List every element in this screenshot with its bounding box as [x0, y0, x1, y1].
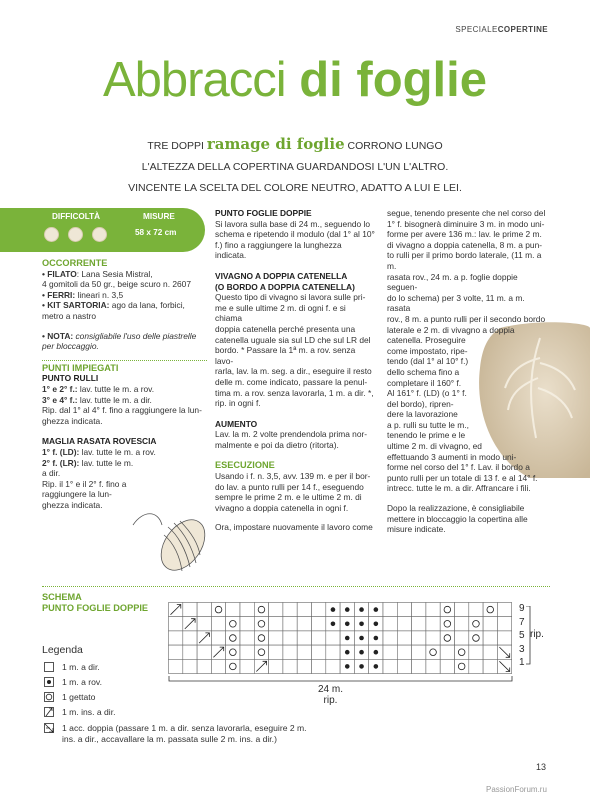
row-number: 7 [519, 616, 525, 628]
chart-cell [283, 645, 297, 659]
chart-cell [183, 631, 197, 645]
chart-cell [426, 617, 440, 631]
chart-cell [312, 659, 326, 673]
chart-cell [383, 659, 397, 673]
middle-column: PUNTO FOGLIE DOPPIE Si lavora sulla base di 24 m., seguendo lo schema e ripetendo il modulo (dal 1° al 10° f.) fino a raggiungere la lunghezza indicata. VIVAGNO A DOPPIA CATENELLA (O BORDO A DOPPIA CATENELLA) Questo tipo di vivagno si lavora sulle pri- me e sulle ultime 2 m. di ogni f. e si chiama doppia catenella perché presenta una catenella uguale sia sul LD che sul LR del bordo. * Passare la 1ª m. a rov. senza lavo- rarla, lav. la m. seg. a dir., eseguire il resto delle m. come indicato, passare la penul- tima m. a rov. senza lavorarla, 1 m. a dir. *, rip. in ogni f. AUMENTO Lav. la m. 2 volte prendendola prima nor- malmente e poi da dietro (ritorta). ESECUZIONE Usando i f. n. 3,5, avv. 139 m. e per il bor- do lav. a punto rulli per 14 f., eseguendo sempre le prime 2 m. e le ultime 2 m. di vivagno a doppia catenella in ogni f. Ora, impostare nuovamente il lavoro come [215, 208, 375, 533]
chart-cell [269, 645, 283, 659]
chart-cell [254, 631, 268, 645]
chart-cell [326, 631, 340, 645]
chart-cell [269, 659, 283, 673]
yarn-skein-illustration [128, 505, 208, 580]
title-part-2: di foglie [299, 53, 488, 107]
purl-symbol [374, 622, 379, 627]
chart-cell [197, 603, 211, 617]
purl-symbol [359, 636, 364, 641]
chart-cell [469, 603, 483, 617]
chart-cell [483, 603, 497, 617]
chart-cell [326, 645, 340, 659]
schema-title: SCHEMA PUNTO FOGLIE DOPPIE [42, 592, 149, 613]
chart-cell [297, 617, 311, 631]
chart-cell [240, 659, 254, 673]
sizes-label: MISURE [143, 212, 175, 221]
purl-symbol [345, 650, 350, 655]
chart-cell [469, 645, 483, 659]
yarn-ball-icon [68, 227, 83, 242]
chart-cell [226, 645, 240, 659]
chart-cell [197, 645, 211, 659]
page-title [0, 52, 590, 108]
chart-cell [226, 603, 240, 617]
foglie-text: Si lavora sulla base di 24 m., seguendo lo schema e ripetendo il modulo (dal 1° al 10° f.) fino a raggiungere la lunghezza indicata. [215, 218, 375, 261]
chart-cell [297, 659, 311, 673]
chart-cell [240, 645, 254, 659]
purl-symbol [331, 607, 336, 612]
difficulty-panel [0, 208, 205, 252]
chart-cell [211, 617, 225, 631]
chart-cell [455, 659, 469, 673]
chart-cell [455, 645, 469, 659]
chart-cell [326, 659, 340, 673]
chart-cell [497, 631, 511, 645]
chart-cell [254, 645, 268, 659]
chart-cell [211, 659, 225, 673]
chart-cell [254, 603, 268, 617]
chart-cell [397, 617, 411, 631]
purl-symbol [345, 607, 350, 612]
chart-cell [455, 631, 469, 645]
chart-cell [197, 617, 211, 631]
purl-symbol [345, 622, 350, 627]
chart-cell [211, 631, 225, 645]
row-number: 1 [519, 657, 525, 668]
chart-cell [426, 645, 440, 659]
right-text-short: come impostato, ripe- tendo (dal 1° al 10° f.) dello schema fino a completare il 160° f. Al 161° f. (LD) (o 1° f. del bordo), ripren- dere la lavorazione a p. rulli su tutte le m., tenendo le prime e le ultime 2 m. di vivagno, ed effettuando 3 aumenti in modo uni- forme nel corso del 1° f. Lav. il bordo a punto rulli per un totale di 13 f. e al 14° f. intrecc. tutte le m. a dir. Affrancare i fili. [387, 345, 538, 494]
row-number: 9 [519, 603, 525, 614]
chart-cell [226, 659, 240, 673]
chart-cell [312, 617, 326, 631]
chart-cell [397, 645, 411, 659]
sizes-value: 58 x 72 cm [135, 228, 177, 237]
chart-cell [226, 617, 240, 631]
chart-cell [169, 659, 183, 673]
chart-cell [283, 617, 297, 631]
right-text-full: segue, tenendo presente che nel corso del 1° f. bisognerà diminuire 3 m. in modo uni- forme per avere 136 m.: lav. le prime 2 m. di vivagno a doppia catenella, 8 m. a pun- to rulli per il primo bordo laterale, (11 m. a m. rasata rov., 24 m. a p. foglie doppie seguen- do lo schema) per 3 volte, 11 m. a m. rasata rov., 8 m. a punto rulli per il secondo bordo laterale e 2 m. di vivagno a doppia catenella. Proseguire [387, 208, 546, 346]
chart-cell [283, 631, 297, 645]
chart-cell [269, 603, 283, 617]
row-number: 3 [519, 643, 525, 655]
section-divider [42, 586, 550, 587]
chart-cell [269, 617, 283, 631]
chart-cell [455, 617, 469, 631]
purl-symbol [345, 664, 350, 669]
left-column: OCCORRENTE • FILATO: Lana Sesia Mistral, 4 gomitoli da 50 gr., beige scuro n. 2607 • FERRI: lineari n. 3,5 • KIT SARTORIA: ago da lana, forbici, metro a nastro • NOTA: consigliabile l'uso delle piastrelle per bloccaggio. PUNTI IMPIEGATI PUNTO RULLI 1° e 2° f.: lav. tutte le m. a rov. 3° e 4° f.: lav. tutte le m. a dir. Rip. dal 1° al 4° f. fino a raggiungere la lun- ghezza indicata. MAGLIA RASATA ROVESCIA 1° f. (LD): lav. tutte le m. a rov. 2° f. (LR): lav. tutte le m. a dir. Rip. il 1° e il 2° f. fino a raggiungere la lun- ghezza indicata. [42, 258, 207, 510]
chart-cell [312, 631, 326, 645]
chart-cell [383, 631, 397, 645]
purl-symbol [374, 664, 379, 669]
chart-cell [483, 659, 497, 673]
purl-symbol [331, 622, 336, 627]
chart-cell [297, 631, 311, 645]
purl-symbol [359, 650, 364, 655]
chart-cell [469, 617, 483, 631]
rip-rows-label: rip. [530, 629, 544, 640]
purl-symbol [374, 607, 379, 612]
yarn-ball-icon [92, 227, 107, 242]
chart-cell [440, 645, 454, 659]
chart-cell [383, 603, 397, 617]
chart-cell [383, 645, 397, 659]
chart-cell [412, 659, 426, 673]
chart-cell [440, 659, 454, 673]
right-column: segue, tenendo presente che nel corso del 1° f. bisognerà diminuire 3 m. in modo uni- forme per avere 136 m.: lav. le prime 2 m. di vivagno a doppia catenella, 8 m. a pun- to rulli per il primo bordo laterale, (11 m. a m. rasata rov., 24 m. a p. foglie doppie seguen- do lo schema) per 3 volte, 11 m. a m. rasata rov., 8 m. a punto rulli per il secondo bordo laterale e 2 m. di vivagno a doppia catenella. Proseguire come impostato, ripe- tendo (dal 1° al 10° f.) dello schema fino a completare il 160° f. Al 161° f. (LD) (o 1° f. del bordo), ripren- dere la lavorazione a p. rulli su tutte le m., tenendo le prime e le ultime 2 m. di vivagno, ed effettuando 3 aumenti in modo uni- forme nel corso del 1° f. Lav. il bordo a punto rulli per un totale di 13 f. e al 14° f. intrecc. tutte le m. a dir. Affrancare i fili. Dopo la realizzazione, è consigliabile mettere in bloccaggio la copertina alle misure indicate. [387, 208, 550, 535]
width-label: 24 m. rip. [318, 684, 344, 706]
chart-cell [283, 659, 297, 673]
chart-cell [412, 617, 426, 631]
chart-cell [283, 603, 297, 617]
chart-cell [312, 603, 326, 617]
chart-cell [169, 631, 183, 645]
title-part-1: Abbracci [102, 53, 286, 107]
chart-cell [412, 603, 426, 617]
chart-cell [440, 603, 454, 617]
chart-cell [383, 617, 397, 631]
chart-cell [469, 631, 483, 645]
chart-cell [183, 659, 197, 673]
chart-cell [483, 617, 497, 631]
chart-cell [440, 617, 454, 631]
purl-symbol [345, 636, 350, 641]
chart-cell [169, 617, 183, 631]
chart-cell [412, 645, 426, 659]
chart-cell [297, 645, 311, 659]
chart-cell [440, 631, 454, 645]
chart-cell [197, 659, 211, 673]
yarn-ball-icon [44, 227, 59, 242]
purl-symbol [359, 607, 364, 612]
intro-text: TRE DOPPI ramage di foglie CORRONO LUNGO L'ALTEZZA DELLA COPERTINA GUARDANDOSI L'UN L'ALTRO. VINCENTE LA SCELTA DEL COLORE NEUTRO, ADATTO A LUI E LEI. [128, 135, 462, 194]
chart-cell [226, 631, 240, 645]
row-number-list [519, 602, 525, 670]
page-number: 13 [536, 762, 547, 772]
vivagno-text: Questo tipo di vivagno si lavora sulle pri- me e sulle ultime 2 m. di ogni f. e si chiama doppia catenella perché presenta una catenella uguale sia sul LD che sul LR del bordo. * Passare la 1ª m. a rov. senza lavo- rarla, lav. la m. seg. a dir., eseguire il resto delle m. come indicato, passare la penul- tima m. a rov. senza lavorarla, 1 m. a dir. *, rip. in ogni f. [215, 292, 374, 409]
chart-cell [183, 603, 197, 617]
chart-cell [211, 603, 225, 617]
purl-symbol [359, 664, 364, 669]
legend-title: Legenda [42, 644, 83, 656]
chart-cell [183, 645, 197, 659]
chart-cell [254, 617, 268, 631]
purl-symbol [374, 636, 379, 641]
chart-cell [297, 603, 311, 617]
chart-cell [455, 603, 469, 617]
chart-cell [240, 617, 254, 631]
chart-cell [240, 603, 254, 617]
chart-cell [240, 631, 254, 645]
row-number: 5 [519, 630, 525, 641]
chart-cell [426, 603, 440, 617]
chart-cell [312, 645, 326, 659]
chart-cell [397, 631, 411, 645]
chart-cell [397, 659, 411, 673]
chart-cell [426, 659, 440, 673]
purl-symbol [359, 622, 364, 627]
chart-cell [426, 631, 440, 645]
chart-cell [397, 603, 411, 617]
chart-cell [269, 631, 283, 645]
chart-cell [469, 659, 483, 673]
section-tag: SPECIALECOPERTINE [455, 25, 548, 34]
chart-cell [412, 631, 426, 645]
rip-bracket [526, 606, 532, 666]
watermark: PassionForum.ru [486, 785, 547, 794]
chart-cell [169, 645, 183, 659]
chart-cell [497, 603, 511, 617]
purl-symbol [374, 650, 379, 655]
chart-cell [483, 645, 497, 659]
difficulty-label: DIFFICOLTÀ [52, 212, 101, 221]
stitch-chart [168, 602, 513, 674]
chart-cell [483, 631, 497, 645]
chart-cell [497, 617, 511, 631]
